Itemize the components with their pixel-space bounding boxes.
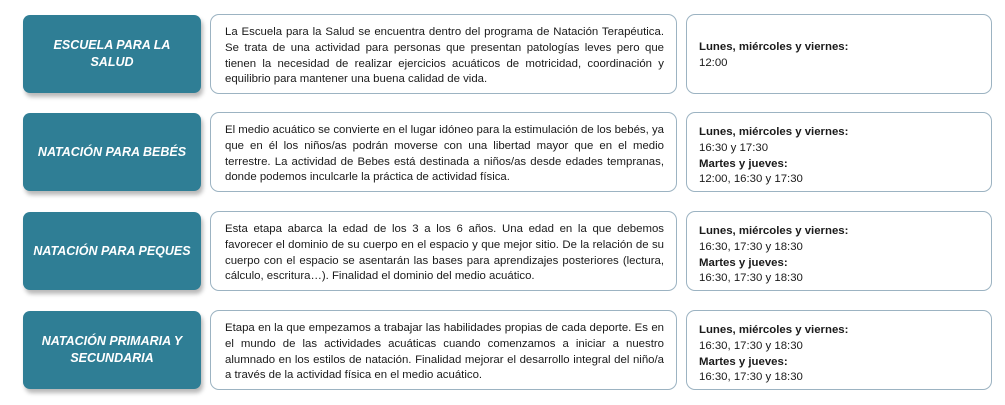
activity-schedule-box	[686, 112, 992, 192]
activity-title-box	[23, 212, 201, 290]
schedule-times: 16:30, 17:30 y 18:30	[699, 272, 803, 285]
schedule-days: Martes y jueves:	[699, 157, 788, 170]
activity-description: La Escuela para la Salud se encuentra dentro del programa de Natación Terapéutica. Se trata de una actividad para personas que presentan patologías leves pero que tienen la necesidad de realizar ejercicios acuáticos de motricidad, coordinación y equilibrio para mantener una buena calidad de vida.	[225, 26, 664, 86]
activity-row-salud	[0, 14, 1005, 106]
activity-title: NATACIÓN PRIMARIA Y SECUNDARIA	[41, 334, 183, 365]
activity-description: El medio acuático se convierte en el lugar idóneo para la estimulación de los bebés, ya que en él los niños/as podrán moverse con una libertad mayor que en el medio terrestre. La actividad de Bebes está destinada a niños/as desde edades tempranas, donde podemos inculcarle la práctica de actividad física.	[225, 124, 664, 184]
schedule-days: Lunes, miércoles y viernes:	[699, 126, 849, 138]
activity-title: ESCUELA PARA LA SALUD	[53, 38, 171, 69]
activity-description: Esta etapa abarca la edad de los 3 a los 6 años. Una edad en la que debemos favorecer el dominio de su cuerpo en el espacio y que mejor sitio. De la relación de su cuerpo con el espacio se asentarán las bases para aprendizajes posteriores (lectura, cálculo, escritura…). Finalidad el dominio del medio acuático.	[225, 223, 664, 283]
activity-description-box	[210, 14, 677, 94]
schedule-days: Martes y jueves:	[699, 355, 788, 368]
schedule-times: 16:30 y 17:30	[699, 141, 769, 154]
activity-schedule-box	[686, 14, 992, 94]
activity-title: NATACIÓN PARA PEQUES	[33, 243, 191, 258]
activity-description-box	[210, 310, 677, 390]
schedule-times: 16:30, 17:30 y 18:30	[699, 240, 803, 253]
activity-row-peques	[0, 211, 1005, 303]
schedule-times: 12:00, 16:30 y 17:30	[699, 173, 803, 186]
activity-title: NATACIÓN PARA BEBÉS	[37, 144, 187, 159]
schedule-days: Martes y jueves:	[699, 256, 788, 269]
schedule-days: Lunes, miércoles y viernes:	[699, 324, 849, 336]
schedule-days: Lunes, miércoles y viernes:	[699, 225, 849, 237]
activity-description: Etapa en la que empezamos a trabajar las habilidades propias de cada deporte. Es en el mundo de las actividades acuáticas cuando comenzamos a iniciar a nuestro alumnado en los estilos de natación. Finalidad mejorar el desarrollo integral del niño/a a través de la actividad física en el medio acuático.	[225, 322, 664, 382]
schedule-times: 12:00	[699, 56, 728, 69]
activity-title-box	[23, 311, 201, 389]
activity-row-primaria-secundaria	[0, 310, 1005, 402]
activity-row-bebes	[0, 112, 1005, 204]
activity-title-box	[23, 15, 201, 93]
activity-description-box	[210, 211, 677, 291]
schedule-days: Lunes, miércoles y viernes:	[699, 41, 849, 53]
activity-title-box	[23, 113, 201, 191]
schedule-times: 16:30, 17:30 y 18:30	[699, 371, 803, 384]
activity-schedule-box	[686, 310, 992, 390]
activity-description-box	[210, 112, 677, 192]
activity-schedule-box	[686, 211, 992, 291]
schedule-times: 16:30, 17:30 y 18:30	[699, 339, 803, 352]
